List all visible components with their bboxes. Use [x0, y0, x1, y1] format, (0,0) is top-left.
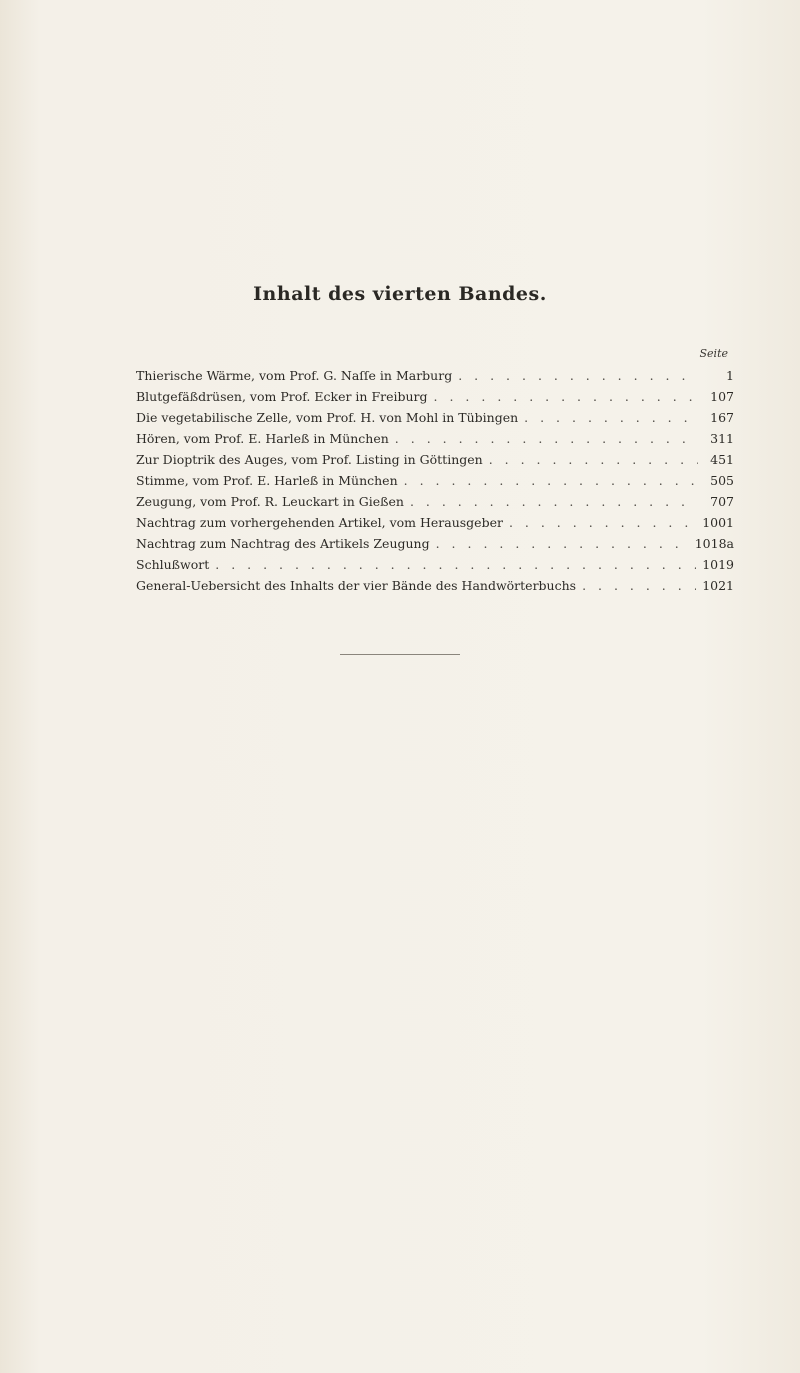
- toc-entry-title: Stimme, vom Prof. E. Harleß in München: [136, 473, 398, 488]
- toc-entry-title: Schlußwort: [136, 557, 210, 572]
- toc-entry-page: 107: [710, 389, 734, 404]
- toc-entry-page: 311: [710, 431, 734, 446]
- closing-rule: [340, 654, 460, 655]
- dot-leader: [524, 407, 698, 428]
- toc-entry-page: 1019: [702, 557, 734, 572]
- toc-entry: [136, 365, 734, 386]
- toc-entry: [136, 554, 734, 575]
- toc-entry: [136, 491, 734, 512]
- dot-leader: [434, 386, 698, 407]
- dot-leader: [489, 449, 698, 470]
- toc-entry-title: Zeugung, vom Prof. R. Leuckart in Gießen: [136, 494, 404, 509]
- toc-entry-title: Zur Dioptrik des Auges, vom Prof. Listing in Göttingen: [136, 452, 483, 467]
- toc-entry: [136, 512, 734, 533]
- toc-entry-page: 1001: [702, 515, 734, 530]
- toc-entry: [136, 386, 734, 407]
- toc-entry: [136, 575, 734, 596]
- toc-entry-page: 1021: [702, 578, 734, 593]
- toc-entry-title: Nachtrag zum Nachtrag des Artikels Zeugung: [136, 536, 430, 551]
- toc-entry: [136, 449, 734, 470]
- toc-entry-title: Thierische Wärme, vom Prof. G. Naſſe in Marburg: [136, 368, 453, 383]
- dot-leader: [458, 365, 698, 386]
- dot-leader: [509, 512, 696, 533]
- page-column-label: Seite: [699, 347, 728, 360]
- toc-entry-title: Die vegetabilische Zelle, vom Prof. H. von Mohl in Tübingen: [136, 410, 519, 425]
- toc-entry-title: General-Uebersicht des Inhalts der vier Bände des Handwörterbuchs: [136, 578, 577, 593]
- toc-entry-page: 167: [710, 410, 734, 425]
- toc-entry-title: Nachtrag zum vorhergehenden Artikel, vom Herausgeber: [136, 515, 503, 530]
- dot-leader: [436, 533, 689, 554]
- toc-entry-page: 707: [710, 494, 734, 509]
- toc-entry: [136, 428, 734, 449]
- page-title: Inhalt des vierten Bandes.: [253, 283, 547, 305]
- toc-entry-page: 451: [710, 452, 734, 467]
- toc-entry: [136, 407, 734, 428]
- toc-entry: [136, 533, 734, 554]
- dot-leader: [582, 575, 696, 596]
- toc-entry-page: 1018a: [694, 536, 734, 551]
- toc-entry-title: Hören, vom Prof. E. Harleß in München: [136, 431, 389, 446]
- toc-entry-page: 505: [710, 473, 734, 488]
- dot-leader: [215, 554, 696, 575]
- dot-leader: [395, 428, 698, 449]
- dot-leader: [410, 491, 698, 512]
- dot-leader: [404, 470, 698, 491]
- toc-entry-page: 1: [726, 368, 734, 383]
- toc-entry: [136, 470, 734, 491]
- toc-entry-title: Blutgefäßdrüsen, vom Prof. Ecker in Freiburg: [136, 389, 428, 404]
- table-of-contents: [136, 365, 734, 596]
